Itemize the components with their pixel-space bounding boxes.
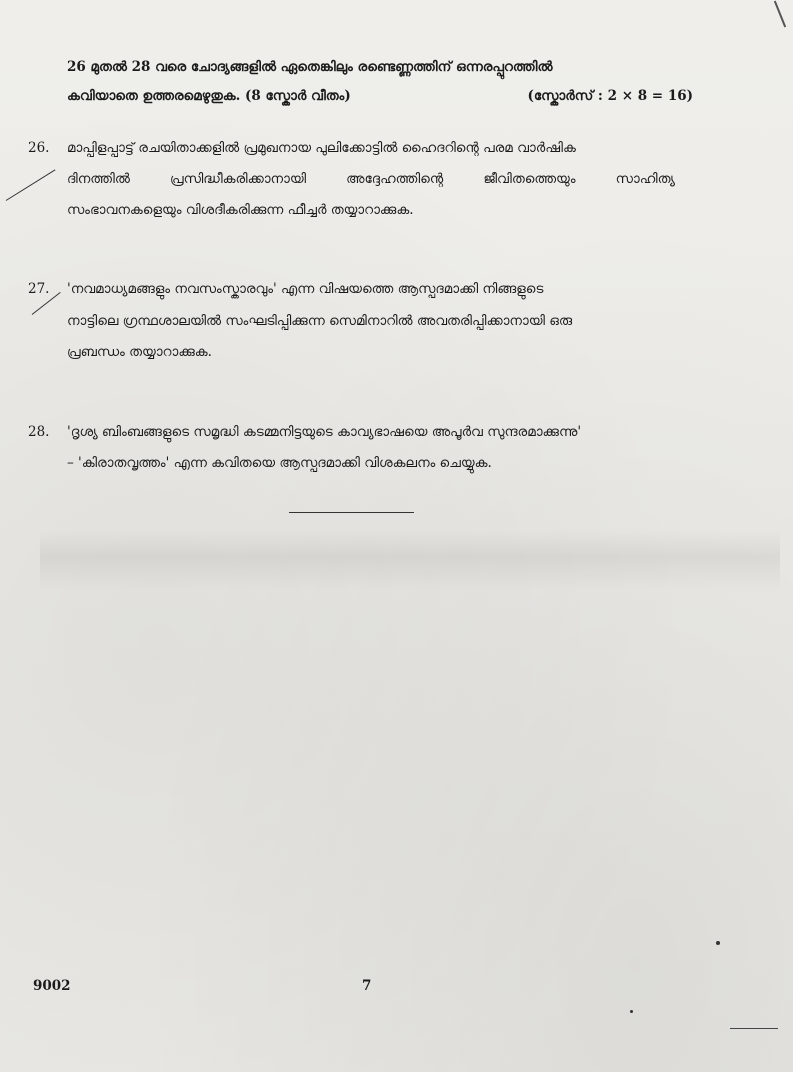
question-27-line-2: നാട്ടിലെ ഗ്രന്ഥശാലയിൽ സംഘടിപ്പിക്കുന്ന സെമിനാറിൽ അവതരിപ്പിക്കാനായി ഒരു [67,313,573,329]
word: സാഹിത്യ [615,171,675,187]
question-28-line-1: 'ദൃശ്യ ബിംബങ്ങളുടെ സമൃദ്ധി കടമ്മനിട്ടയുടെ കാവ്യഭാഷയെ അപൂർവ സുന്ദരമാക്കുന്നു' [67,424,582,440]
instruction-line-1: 26 മുതൽ 28 വരെ ചോദ്യങ്ങളിൽ ഏതെങ്കിലും രണ്ടെണ്ണത്തിന് ഒന്നരപ്പുറത്തിൽ [67,59,553,75]
scan-shadow [40,530,780,590]
corner-pen-mark [774,1,786,28]
ink-speck [716,941,720,945]
end-divider [289,512,414,513]
paper-code: 9002 [33,978,71,994]
question-27-line-1: 'നവമാധ്യമങ്ങളും നവസംസ്കാരവും' എന്ന വിഷയത്തെ ആസ്പദമാക്കി നിങ്ങളുടെ [67,281,544,297]
question-27-line-3: പ്രബന്ധം തയ്യാറാക്കുക. [67,344,212,360]
pen-stroke-26 [6,169,56,201]
question-number-28: 28. [28,424,50,440]
question-number-26: 26. [28,140,50,156]
bottom-dash-mark [730,1028,778,1029]
ink-speck [630,1010,633,1013]
question-26-line-3: സംഭാവനകളെയും വിശദീകരിക്കുന്ന ഫീച്ചർ തയ്യാറാക്കുക. [67,202,414,218]
page-number: 7 [362,978,372,994]
question-26-line-2 [67,171,675,187]
word: അദ്ദേഹത്തിന്റെ [346,171,444,187]
word: പ്രസിദ്ധീകരിക്കാനായി [169,171,307,187]
word: ജീവിതത്തെയും [483,171,576,187]
question-number-27: 27. [28,281,50,297]
question-26-line-1: മാപ്പിളപ്പാട്ട് രചയിതാക്കളിൽ പ്രമുഖനായ പുലിക്കോട്ടിൽ ഹൈദറിന്റെ പരമ വാർഷിക [67,140,576,156]
instruction-text: കവിയാതെ ഉത്തരമെഴുതുക. (8 സ്കോർ വീതം) [67,88,351,104]
score-allocation: (സ്കോർസ് : 2 × 8 = 16) [527,88,693,104]
question-28-line-2: – 'കിരാതവൃത്തം' എന്ന കവിതയെ ആസ്പദമാക്കി വിശകലനം ചെയ്യുക. [67,455,492,471]
instruction-line-2 [67,88,693,104]
word: ദിനത്തിൽ [67,171,130,187]
